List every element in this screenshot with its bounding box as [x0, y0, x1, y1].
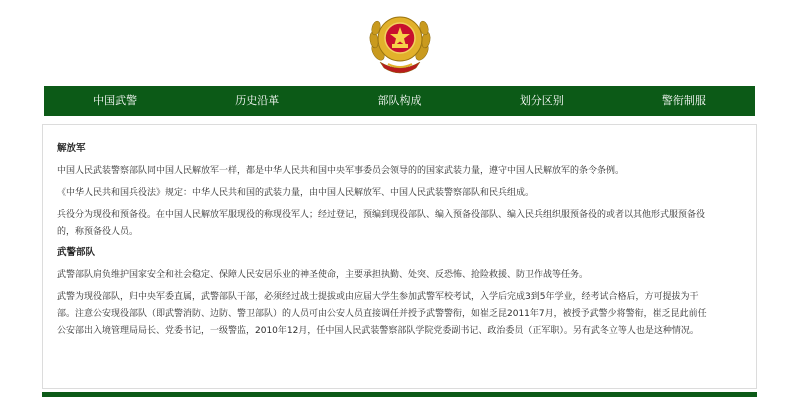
nav-item-history[interactable]: 历史沿革 [235, 94, 280, 107]
paragraph-line: 武警为现役部队，归中央军委直属，武警部队干部，必须经过战士提拔或由应届大学生参加武警军校考试，入学后完成3到5年学业，经考试合格后，方可提拔为干 [57, 292, 699, 302]
article-content [57, 143, 747, 337]
nav-item-classification[interactable]: 划分区别 [519, 94, 564, 107]
paragraph: 武警部队肩负维护国家安全和社会稳定、保障人民安居乐业的神圣使命，主要承担执勤、处突、反恐怖、抢险救援、防卫作战等任务。 [57, 270, 589, 280]
section-heading-pla: 解放军 [57, 143, 86, 154]
footer-bar [42, 392, 757, 397]
nav-item-unit-composition[interactable]: 部队构成 [377, 94, 422, 107]
paragraph-line: 的，称预备役人员。 [57, 227, 139, 237]
police-emblem-icon [366, 8, 434, 78]
paragraph-line: 部。注意公安现役部队（即武警消防、边防、警卫部队）的人员可由公安人员直接调任并授予武警警衔，如崔乏昆2011年7月，被授予武警少将警衔，崔乏昆此前任 [57, 309, 707, 319]
nav-item-ranks-uniforms[interactable]: 警衔制服 [661, 94, 706, 107]
main-nav [44, 86, 755, 116]
paragraph: 《中华人民共和国兵役法》规定：中华人民共和国的武装力量，由中国人民解放军、中国人民武装警察部队和民兵组成。 [57, 188, 535, 198]
paragraph-line: 公安部出入境管理局局长、党委书记，一级警监，2010年12月，任中国人民武装警察部队学院党委副书记、政治委员（正军职）。另有武冬立等人也是这种情况。 [57, 326, 699, 336]
paragraph: 中国人民武装警察部队同中国人民解放军一样，都是中华人民共和国中央军事委员会领导的的国家武装力量，遵守中国人民解放军的条令条例。 [57, 166, 625, 176]
section-heading-armed-police: 武警部队 [57, 247, 96, 258]
nav-item-china-armed-police[interactable]: 中国武警 [93, 94, 138, 107]
paragraph-line: 兵役分为现役和预备役。在中国人民解放军服现役的称现役军人；经过登记，预编到现役部队、编入预备役部队、编入民兵组织服预备役的或者以其他形式服预备役 [57, 210, 706, 220]
